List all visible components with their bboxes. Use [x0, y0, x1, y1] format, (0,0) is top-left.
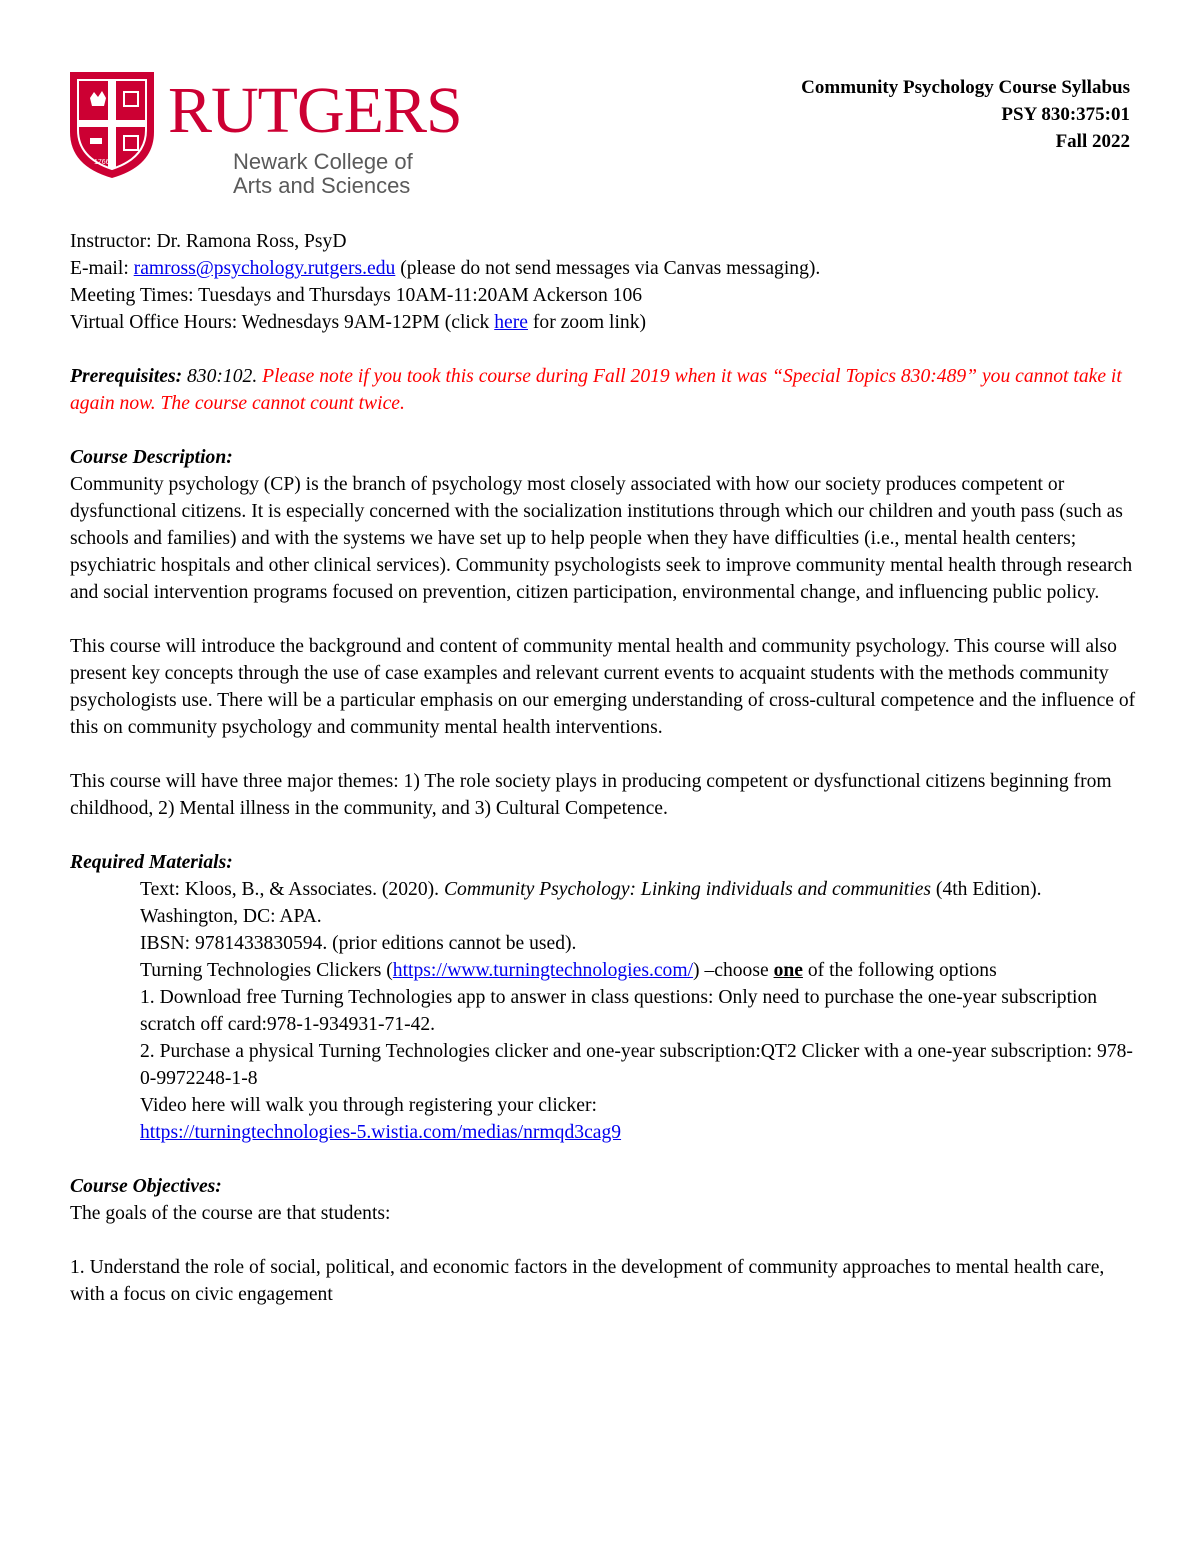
objective-1: 1. Understand the role of social, political, and economic factors in the development of community approaches to mental health care, with a focus on civic engagement: [70, 1257, 1105, 1305]
textbook-edition: (4th Edition). Washington, DC: APA.: [140, 879, 1042, 927]
office-hours: [70, 309, 1140, 336]
course-header: [801, 74, 1130, 155]
description-paragraph-3: This course will have three major themes: 1) The role society plays in producing competent or dysfunctional citizens beginning from childhood, 2) Mental illness in the community, and 3) Cultural Competence.: [70, 771, 1112, 819]
textbook: [140, 876, 1140, 930]
email-label: E-mail:: [70, 258, 134, 279]
prerequisites-label: Prerequisites:: [70, 366, 183, 387]
zoom-link[interactable]: here: [494, 312, 528, 333]
office-hours-post: for zoom link): [527, 312, 647, 333]
rutgers-logo: [68, 70, 462, 200]
description-paragraph-1: Community psychology (CP) is the branch of psychology most closely associated with how our society produces competent or dysfunctional citizens. It is especially concerned with the socialization institutions through which our children and youth pass (such as schools and families) and with the systems we have set up to help people when they have difficulties (i.e., mental health centers; psychiatric hospitals and other clinical services). Community psychologists seek to improve community mental health through research and social intervention programs focused on prevention, citizen participation, environmental change, and influencing public policy.: [70, 474, 1133, 603]
objectives-heading: Course Objectives:: [70, 1176, 222, 1197]
textbook-title: Community Psychology: Linking individuals and communities: [443, 879, 932, 900]
video-line: [140, 1119, 1140, 1146]
course-term: Fall 2022: [1055, 131, 1130, 152]
email-link[interactable]: ramross@psychology.rutgers.edu: [133, 258, 396, 279]
clicker-option-2: 2. Purchase a physical Turning Technologies clicker and one-year subscription:QT2 Clicker with a one-year subscription: 978-0-9972248-1-8: [140, 1041, 1133, 1089]
email-note: (please do not send messages via Canvas messaging).: [395, 258, 821, 279]
materials-list: [70, 876, 1140, 1146]
video-link[interactable]: https://turningtechnologies-5.wistia.com/medias/nrmqd3cag9: [140, 1122, 622, 1143]
turning-link[interactable]: https://www.turningtechnologies.com/: [392, 960, 694, 981]
prerequisites-code: 830:102.: [182, 366, 258, 387]
video-note: Video here will walk you through registering your clicker:: [140, 1095, 597, 1116]
isbn: IBSN: 9781433830594. (prior editions cannot be used).: [140, 933, 577, 954]
logo-subline-2: Arts and Sciences: [233, 173, 411, 198]
meeting-times: Meeting Times: Tuesdays and Thursdays 10AM-11:20AM Ackerson 106: [70, 285, 643, 306]
materials-heading: Required Materials:: [70, 852, 233, 873]
email-line: [70, 255, 1140, 282]
shield-year: 1766: [94, 159, 110, 166]
logo-wordmark: RUTGERS: [168, 74, 462, 147]
clickers-text: Turning Technologies Clickers (: [140, 960, 393, 981]
clickers-one: one: [773, 960, 803, 981]
prerequisites-note: Please note if you took this course during Fall 2019 when it was “Special Topics 830:489” you cannot take it again now. The course cannot count twice.: [70, 366, 1122, 414]
instructor-line: Instructor: Dr. Ramona Ross, PsyD: [70, 231, 347, 252]
logo-subline-1: Newark College of: [233, 149, 413, 174]
course-code: PSY 830:375:01: [1001, 104, 1130, 125]
clickers-post: of the following options: [802, 960, 997, 981]
description-heading: Course Description:: [70, 447, 233, 468]
description-paragraph-2: This course will introduce the background and content of community mental health and community psychology. This course will also present key concepts through the use of case examples and relevant current events to acquaint students with the methods community psychologists use. There will be a particular emphasis on our emerging understanding of cross-cultural competence and the influence of this on community psychology and community mental health interventions.: [70, 636, 1136, 738]
clickers-mid: ) –choose: [693, 960, 774, 981]
rutgers-shield-icon: [68, 70, 156, 180]
syllabus-body: [70, 228, 1140, 1308]
objectives-intro: The goals of the course are that students:: [70, 1203, 391, 1224]
clickers: [140, 957, 1140, 984]
prerequisites: [70, 363, 1140, 417]
course-title: Community Psychology Course Syllabus: [801, 77, 1130, 98]
office-hours-text: Virtual Office Hours: Wednesdays 9AM-12PM (click: [70, 312, 495, 333]
clicker-option-1: 1. Download free Turning Technologies app to answer in class questions: Only need to purchase the one-year subscription scratch off card:978-1-934931-71-42.: [140, 987, 1098, 1035]
textbook-author: Text: Kloos, B., & Associates. (2020).: [140, 879, 444, 900]
